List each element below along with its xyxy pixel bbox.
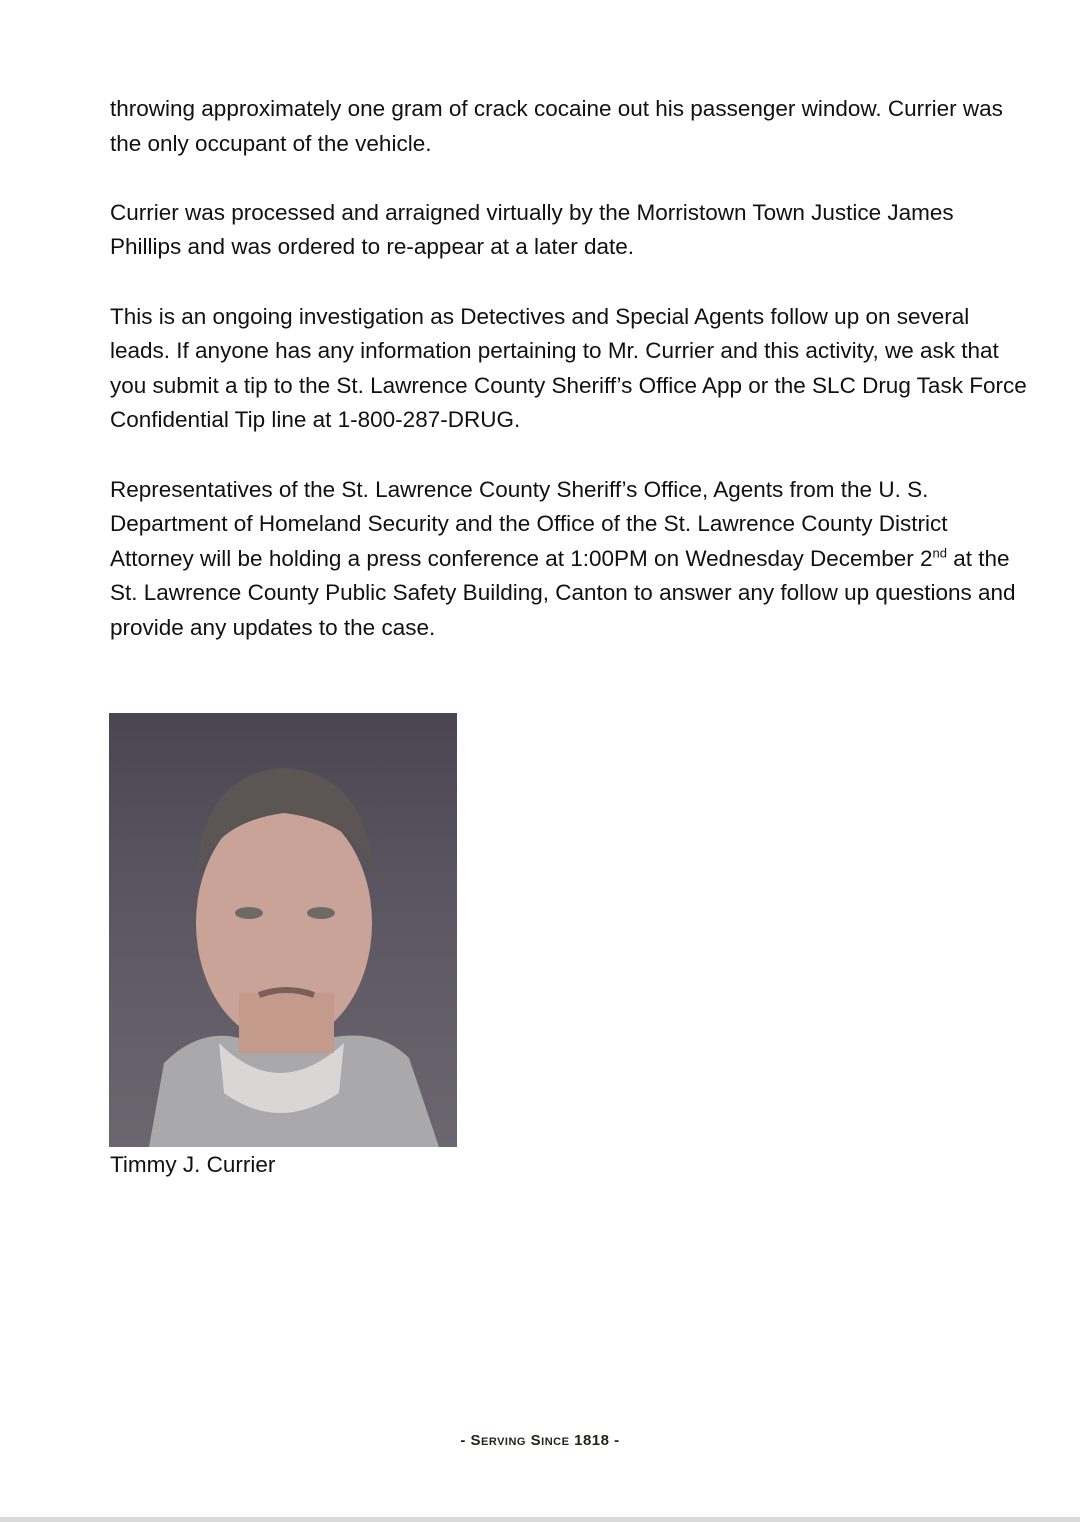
paragraph-vehicle: throwing approximately one gram of crack cocaine out his passenger window. Currier was the only occupant of the vehicle. [110,96,1003,156]
paragraph-press-conference [110,473,1030,646]
mugshot-photo [109,713,457,1147]
photo-caption: Timmy J. Currier [110,1152,276,1177]
page-edge-divider [0,1517,1080,1522]
press-text-before: Representatives of the St. Lawrence County Sheriff’s Office, Agents from the U. S. Department of Homeland Security and the Office of the St. Lawrence County District Attorney will be holding a press conference at 1:00PM on Wednesday December 2 [110,476,948,571]
press-text-after: at the St. Lawrence County Public Safety Building, Canton to answer any follow up questions and provide any updates to the case. [110,545,1016,640]
footer-motto: - Serving Since 1818 - [460,1432,620,1449]
paragraph-arraignment: Currier was processed and arraigned virtually by the Morristown Town Justice James Phillips and was ordered to re-appear at a later date. [110,199,954,260]
document-body [110,92,1030,680]
paragraph-investigation: This is an ongoing investigation as Detectives and Special Agents follow up on several leads. If anyone has any information pertaining to Mr. Currier and this activity, we ask that you submit a tip to the St. Lawrence County Sheriff’s Office App or the SLC Drug Task Force Confidential Tip line at 1-800-287-DRUG. [110,303,1027,433]
date-ordinal: nd [932,545,948,561]
